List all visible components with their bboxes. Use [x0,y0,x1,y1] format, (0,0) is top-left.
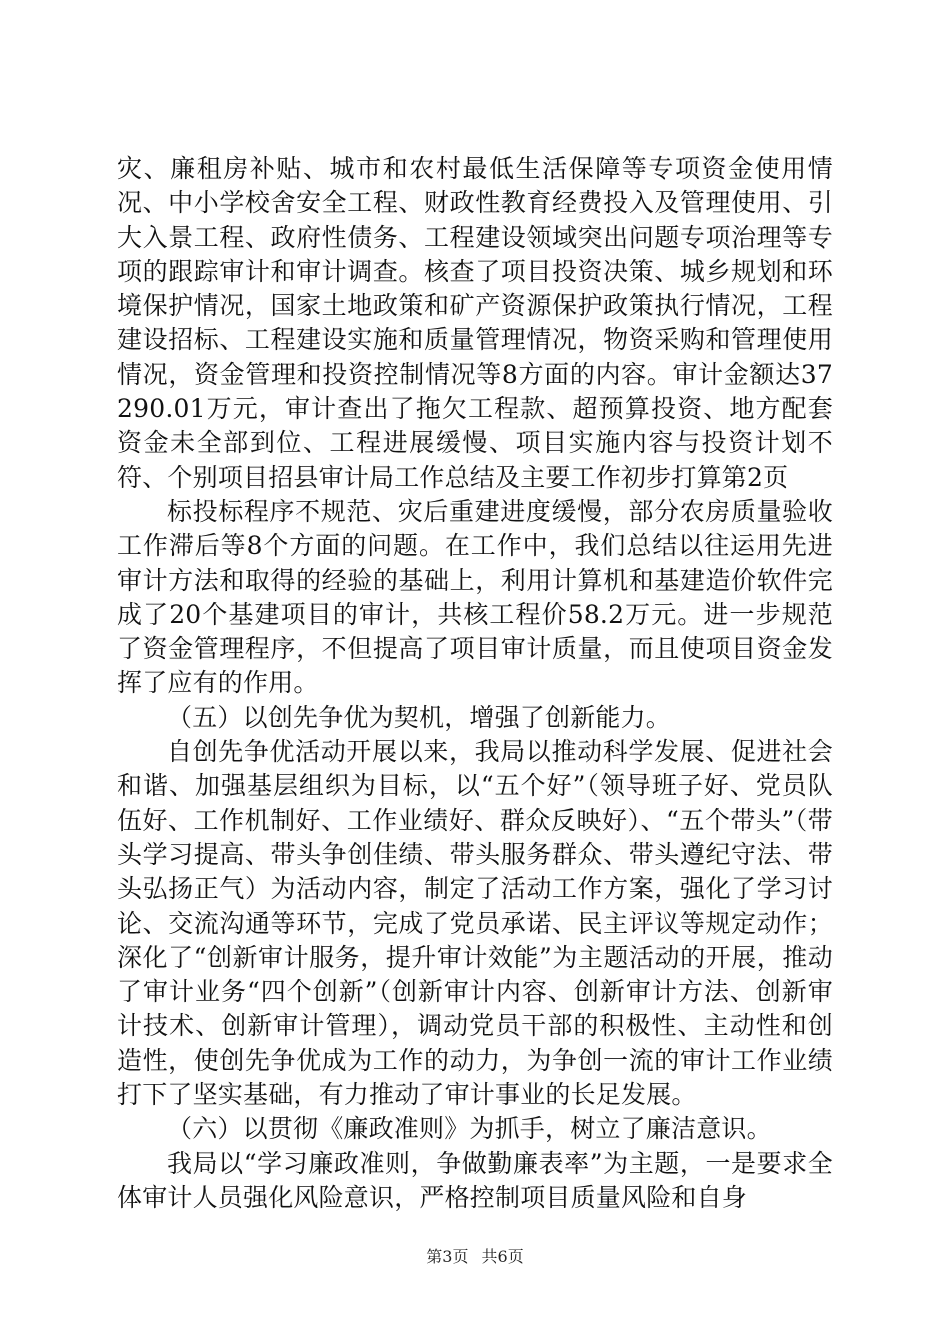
document-body [117,152,833,1215]
page-number: 第3页 [426,1247,469,1266]
section-heading-6: （六）以贯彻《廉政准则》为抓手，树立了廉洁意识。 [167,1114,772,1144]
section-heading-5: （五）以创先争优为契机，增强了创新能力。 [167,702,672,732]
page-total: 共6页 [481,1247,524,1266]
paragraph-4: 我局以“学习廉政准则，争做勤廉表率”为主题，一是要求全体审计人员强化风险意识，严格控制项目质量风险和自身 [117,1148,833,1212]
paragraph-1: 灾、廉租房补贴、城市和农村最低生活保障等专项资金使用情况、中小学校舍安全工程、财政性教育经费投入及管理使用、引大入景工程、政府性债务、工程建设领域突出问题专项治理等专项的跟踪审计和审计调查。核查了项目投资决策、城乡规划和环境保护情况，国家土地政策和矿产资源保护政策执行情况，工程建设招标、工程建设实施和质量管理情况，物资采购和管理使用情况，资金管理和投资控制情况等8方面的内容。审计金额达37290.01万元，审计查出了拖欠工程款、超预算投资、地方配套资金未全部到位、工程进展缓慢、项目实施内容与投资计划不符、个别项目招县审计局工作总结及主要工作初步打算第2页 [117,154,833,492]
page-footer [0,1244,950,1267]
paragraph-3: 自创先争优活动开展以来，我局以推动科学发展、促进社会和谐、加强基层组织为目标，以“五个好”（领导班子好、党员队伍好、工作机制好、工作业绩好、群众反映好）、“五个带头”（带头学习提高、带头争创佳绩、带头服务群众、带头遵纪守法、带头弘扬正气）为活动内容，制定了活动工作方案，强化了学习讨论、交流沟通等环节，完成了党员承诺、民主评议等规定动作；深化了“创新审计服务，提升审计效能”为主题活动的开展，推动了审计业务“四个创新”（创新审计内容、创新审计方法、创新审计技术、创新审计管理），调动党员干部的积极性、主动性和创造性，使创先争优成为工作的动力，为争创一流的审计工作业绩打下了坚实基础，有力推动了审计事业的长足发展。 [117,737,833,1110]
paragraph-2: 标投标程序不规范、灾后重建进度缓慢，部分农房质量验收工作滞后等8个方面的问题。在工作中，我们总结以往运用先进审计方法和取得的经验的基础上，利用计算机和基建造价软件完成了20个基建项目的审计，共核工程价58.2万元。进一步规范了资金管理程序，不但提高了项目审计质量，而且使项目资金发挥了应有的作用。 [117,496,833,698]
